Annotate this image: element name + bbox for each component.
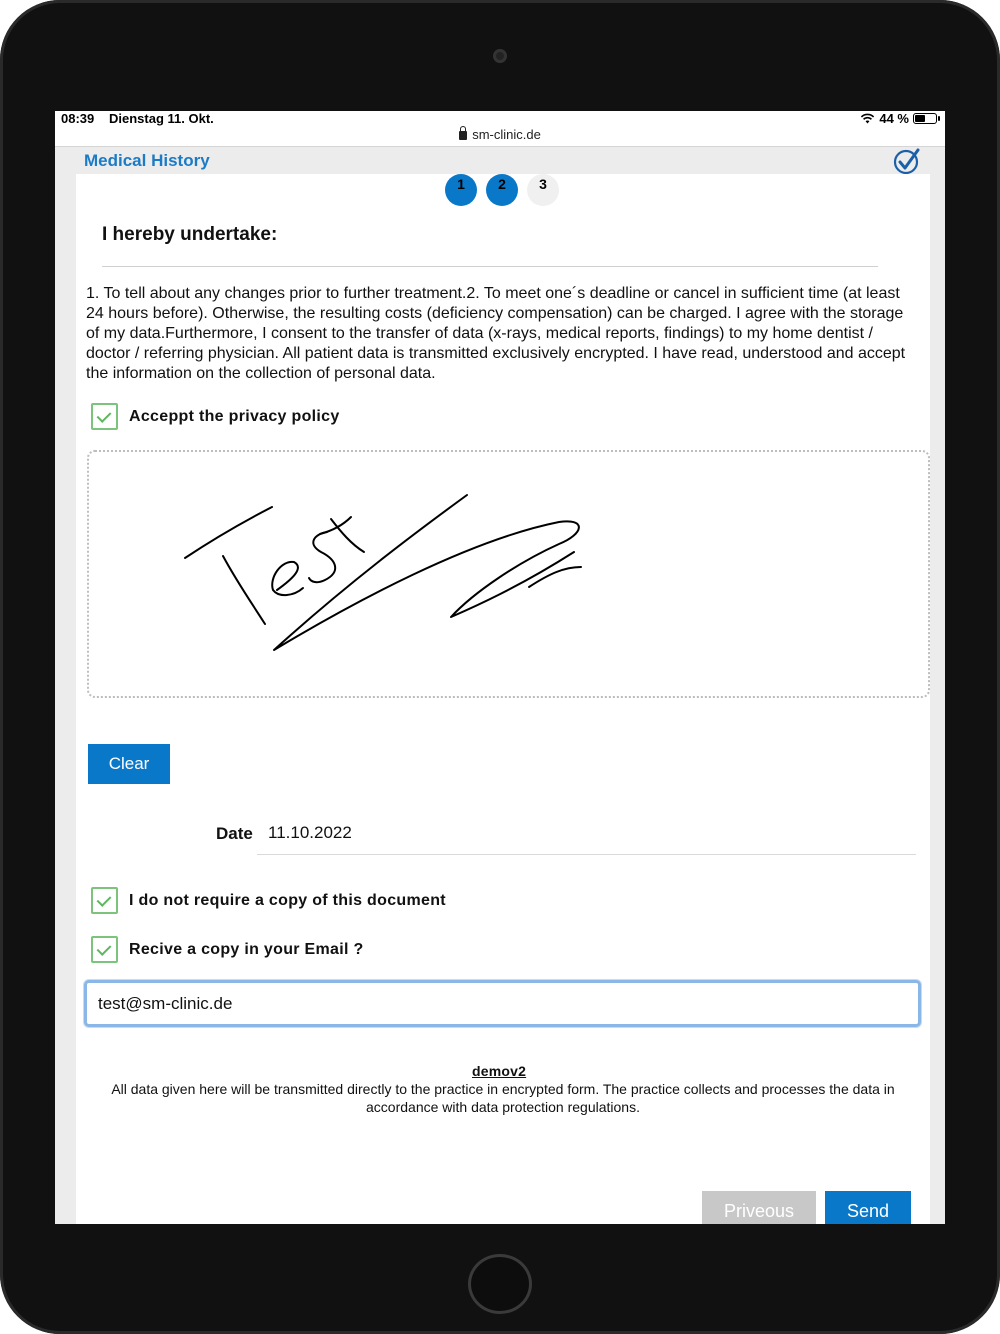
status-bar (55, 111, 945, 127)
email-input[interactable] (84, 980, 921, 1027)
email-copy-label: Recive a copy in your Email ? (129, 940, 364, 958)
app-header (55, 148, 945, 174)
date-field-underline (257, 854, 916, 855)
screen (55, 111, 945, 1224)
privacy-policy-label: Acceppt the privacy policy (129, 407, 340, 425)
privacy-policy-checkbox[interactable] (91, 403, 118, 430)
clear-signature-button[interactable]: Clear (88, 744, 170, 784)
step-2[interactable]: 2 (486, 174, 518, 206)
data-protection-note: All data given here will be transmitted directly to the practice in encrypted form. The practice collects and processes the data in accordance with data protection regulations. (111, 1081, 895, 1115)
step-1[interactable]: 1 (445, 174, 477, 206)
step-indicator (445, 174, 559, 208)
front-camera (493, 49, 507, 63)
checkmark-icon (97, 941, 112, 956)
divider (102, 266, 878, 267)
checkmark-icon (97, 892, 112, 907)
status-time: 08:39 (61, 111, 95, 126)
home-button[interactable] (468, 1254, 532, 1314)
previous-button[interactable]: Priveous (702, 1191, 816, 1224)
send-button[interactable]: Send (825, 1191, 911, 1224)
status-indicators (860, 111, 937, 126)
url-text: sm-clinic.de (472, 127, 541, 142)
step-3[interactable]: 3 (527, 174, 559, 206)
email-copy-checkbox[interactable] (91, 936, 118, 963)
checkmark-icon (97, 408, 112, 423)
page-title: Medical History (84, 151, 210, 170)
date-label: Date (216, 824, 253, 843)
no-copy-checkbox-row[interactable] (91, 887, 446, 914)
signature-drawing (89, 452, 932, 700)
check-circle-icon[interactable] (893, 147, 921, 175)
signature-pad[interactable] (87, 450, 930, 698)
wifi-icon (860, 113, 875, 124)
battery-icon (913, 113, 937, 124)
date-field[interactable]: 11.10.2022 (268, 823, 352, 842)
email-copy-checkbox-row[interactable] (91, 936, 364, 963)
lock-icon (459, 131, 467, 140)
status-date: Dienstag 11. Okt. (109, 111, 214, 126)
no-copy-label: I do not require a copy of this document (129, 891, 446, 909)
practice-link[interactable]: demov2 (472, 1063, 527, 1079)
section-title: I hereby undertake: (102, 224, 278, 245)
form-card (76, 174, 930, 1224)
address-bar[interactable] (55, 127, 945, 147)
privacy-policy-checkbox-row[interactable] (91, 403, 340, 430)
battery-percent: 44 % (879, 111, 909, 126)
no-copy-checkbox[interactable] (91, 887, 118, 914)
terms-text: 1. To tell about any changes prior to further treatment.2. To meet one´s deadline or cancel in sufficient time (at least 24 hours before). Otherwise, the resulting costs (deficiency compensation) can be charged. I agree with the storage of my data.Furthermore, I consent to the transfer of data (x-rays, medical reports, findings) to my home dentist / doctor / referring physician. All patient data is transmitted exclusively encrypted. I have read, understood and accept the information on the collection of personal data. (86, 285, 906, 382)
